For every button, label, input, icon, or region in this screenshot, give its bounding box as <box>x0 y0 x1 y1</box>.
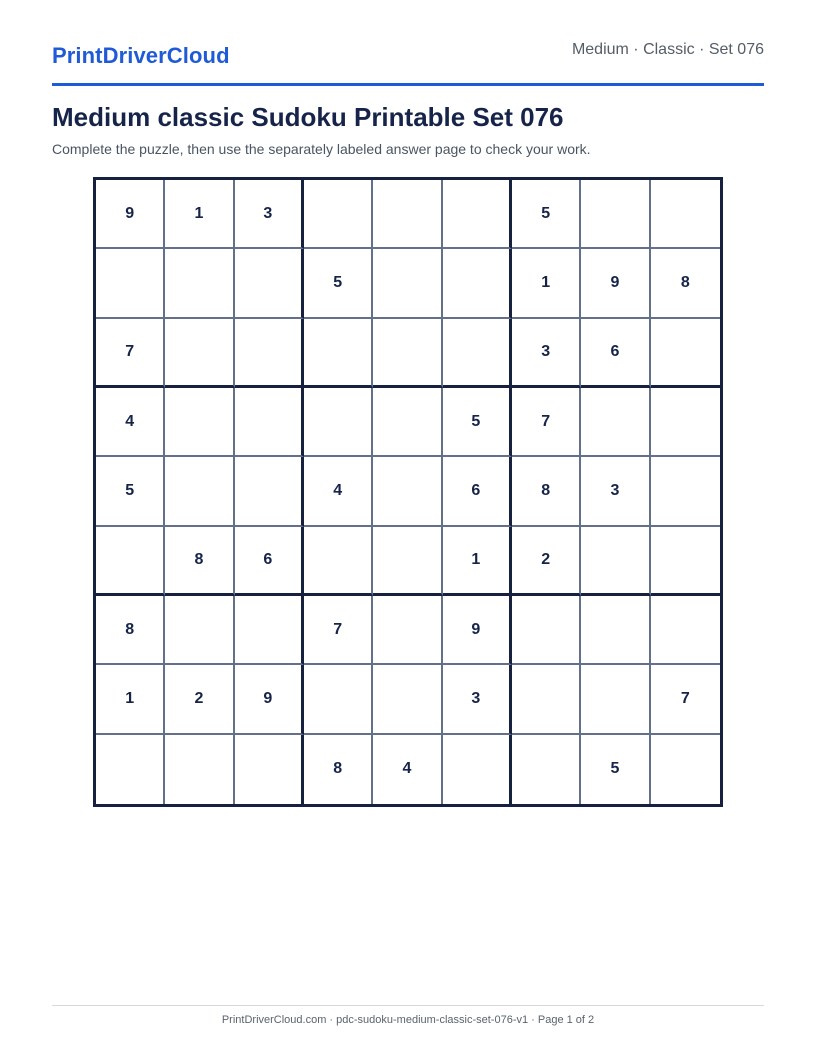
sudoku-cell: 4 <box>96 388 165 457</box>
sudoku-cell <box>165 319 234 388</box>
sudoku-cell <box>165 249 234 318</box>
sudoku-cell <box>235 735 304 804</box>
page-subtitle: Complete the puzzle, then use the separately labeled answer page to check your work. <box>52 141 591 157</box>
sudoku-cell <box>651 596 720 665</box>
sudoku-cell <box>165 388 234 457</box>
sudoku-cell <box>373 527 442 596</box>
sudoku-cell: 9 <box>96 180 165 249</box>
sudoku-cell: 1 <box>96 665 165 734</box>
sudoku-cell <box>373 457 442 526</box>
sudoku-cell <box>304 527 373 596</box>
sudoku-cell <box>512 596 581 665</box>
sudoku-cell <box>373 180 442 249</box>
sudoku-cell <box>235 249 304 318</box>
sudoku-cell <box>96 735 165 804</box>
sudoku-cell: 9 <box>235 665 304 734</box>
sudoku-cell <box>443 180 512 249</box>
sudoku-cell: 5 <box>581 735 650 804</box>
sudoku-cell <box>96 527 165 596</box>
brand-logo[interactable]: PrintDriverCloud <box>52 43 230 68</box>
sudoku-cell <box>235 457 304 526</box>
sudoku-cell: 5 <box>96 457 165 526</box>
sudoku-cell <box>165 596 234 665</box>
page-footer: PrintDriverCloud.com · pdc-sudoku-medium-classic-set-076-v1 · Page 1 of 2 <box>221 1014 595 1026</box>
sudoku-cell: 2 <box>512 527 581 596</box>
sudoku-cell: 8 <box>96 596 165 665</box>
sudoku-cell <box>235 319 304 388</box>
sudoku-cell: 6 <box>443 457 512 526</box>
sudoku-cell <box>512 735 581 804</box>
sudoku-cell <box>235 596 304 665</box>
sudoku-cell: 8 <box>304 735 373 804</box>
sudoku-cell: 3 <box>512 319 581 388</box>
sudoku-cell <box>373 596 442 665</box>
sudoku-cell: 1 <box>165 180 234 249</box>
sudoku-cell <box>581 596 650 665</box>
puzzle-meta: Medium · Classic · Set 076 <box>571 41 764 58</box>
sudoku-cell <box>581 527 650 596</box>
sudoku-cell: 3 <box>443 665 512 734</box>
sudoku-cell <box>235 388 304 457</box>
sudoku-cell: 8 <box>165 527 234 596</box>
sudoku-cell: 8 <box>512 457 581 526</box>
sudoku-cell <box>373 665 442 734</box>
sudoku-cell <box>165 735 234 804</box>
sudoku-cell: 2 <box>165 665 234 734</box>
sudoku-cell <box>443 249 512 318</box>
sudoku-cell <box>304 319 373 388</box>
sudoku-cell <box>651 735 720 804</box>
sudoku-cell <box>373 319 442 388</box>
sudoku-cell: 4 <box>304 457 373 526</box>
sudoku-cell: 7 <box>512 388 581 457</box>
sudoku-cell <box>651 388 720 457</box>
sudoku-cell: 8 <box>651 249 720 318</box>
sudoku-cell <box>373 249 442 318</box>
sudoku-cell: 6 <box>581 319 650 388</box>
sudoku-cell: 6 <box>235 527 304 596</box>
sudoku-cell <box>304 388 373 457</box>
sudoku-cell <box>651 180 720 249</box>
sudoku-cell <box>651 319 720 388</box>
sudoku-cell <box>96 249 165 318</box>
sudoku-cell <box>443 735 512 804</box>
sudoku-cell: 3 <box>235 180 304 249</box>
sudoku-cell: 4 <box>373 735 442 804</box>
footer-divider <box>52 1005 764 1006</box>
sudoku-cell <box>581 180 650 249</box>
page-title: Medium classic Sudoku Printable Set 076 <box>52 102 564 132</box>
sudoku-cell: 5 <box>512 180 581 249</box>
sudoku-grid <box>93 177 723 807</box>
sudoku-cell <box>443 319 512 388</box>
sudoku-cell: 7 <box>96 319 165 388</box>
sudoku-cell <box>512 665 581 734</box>
page-header <box>52 0 764 86</box>
sudoku-cell: 5 <box>304 249 373 318</box>
sudoku-cell: 1 <box>512 249 581 318</box>
sudoku-cell <box>373 388 442 457</box>
sudoku-cell <box>165 457 234 526</box>
sudoku-cell: 3 <box>581 457 650 526</box>
sudoku-cell <box>304 665 373 734</box>
sudoku-cell: 5 <box>443 388 512 457</box>
sudoku-cell <box>651 457 720 526</box>
sudoku-cell: 1 <box>443 527 512 596</box>
sudoku-cell <box>651 527 720 596</box>
sudoku-cell <box>581 665 650 734</box>
sudoku-cell <box>304 180 373 249</box>
sudoku-cell <box>581 388 650 457</box>
sudoku-cell: 7 <box>304 596 373 665</box>
sudoku-cell: 9 <box>443 596 512 665</box>
sudoku-cell: 7 <box>651 665 720 734</box>
sudoku-cell: 9 <box>581 249 650 318</box>
